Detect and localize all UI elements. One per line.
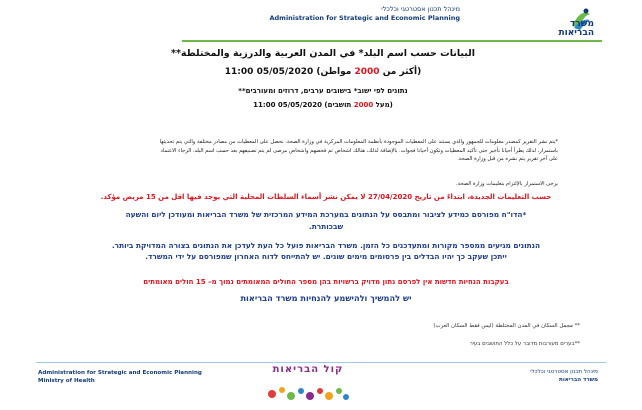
notice-arabic-red: حسب التعليمات الجديدة، ابتداءً من تاريخ 27/04/2020 لا يمكن نشر أسماء السلطات المحلية التي يوجد فيها اقل من 15 مريض مؤكد.: [100, 193, 552, 201]
disclaimer-arabic: [96, 138, 558, 164]
page-header: [0, 0, 642, 44]
footnote-hebrew: **בערים מעורבות מדובר על כלל התושבים בעיר: [469, 341, 580, 347]
disclaimer-arabic-line3: على آخر تقرير يتم نشره من قبل وزارة الصحة.: [457, 156, 558, 162]
title-hebrew-date-suffix: תושבים) 05/05/2020 11:00: [253, 101, 354, 109]
notice-hebrew-sources: [96, 240, 556, 262]
header-hebrew-admin: מינהל תכנון אסטרטגי וכלכלי: [381, 5, 460, 13]
disclaimer-arabic-line1: *يتم نشر التقرير كمصدر معلومات للجمهور والذي يستند على المعطيات الموجودة بأنظمة المعلومات المركزية في وزارة الصحة. نحصل على المعطيات من مصادر مختلفة والتي يتم تحديثها: [159, 139, 558, 145]
footnote-arabic: ** مجمل السكان في المدن المختلطة (ليس فقط السكان العرب): [433, 323, 580, 329]
notice-hebrew-report-line1: *הדו"ח מפורסם כמידע לציבור ומתבסס על הנתונים במערכת המידע המרכזית של משרד הבריאות ומעודכן ליום והשעה: [125, 210, 527, 219]
title-arabic-date: [90, 67, 556, 77]
disclaimer-arabic-line2: باستمرار، لذلك يطرأ أحيانا تأخير حتى تأكيد المعطيات وتكون أحيانا فجوات. بالإضافة لذلك، هنالك اشخاص تم فحصهم واشخاص مرضى لم يتم تصنيفهم بعد حسب اسم البلد. الرجاء الاعتماد: [160, 147, 558, 154]
title-arabic-date-suffix: مواطن) 05/05/2020 11:00: [224, 67, 355, 77]
title-hebrew-date: [90, 101, 556, 109]
notice-hebrew-report: [96, 209, 556, 233]
header-english-admin: Administration for Strategic and Economic Planning: [269, 14, 460, 22]
colored-dots-icon: [266, 384, 350, 404]
population-threshold-arabic: 2000: [354, 67, 380, 77]
footer-hebrew-ministry: משרד הבריאות: [559, 377, 598, 383]
kol-habriut-logo: [262, 364, 354, 404]
logo-text-line2: הבריאות: [558, 28, 594, 38]
title-block: [90, 46, 556, 109]
notice-hebrew-red: בעקבות הנחיות חדשות אין לפרסם נתון מדויק ברשויות בהן מספר החולים המאומתים נמוך מ– 15 חולים מאומתים: [143, 278, 509, 286]
ministry-logo: [532, 2, 598, 42]
footer-english-admin: Administration for Strategic and Economic Planning: [38, 370, 202, 376]
logo-text: [558, 20, 594, 38]
header-divider: [182, 40, 602, 42]
title-hebrew-date-prefix: (מעל: [373, 101, 393, 109]
title-arabic-date-prefix: (أكثر من: [379, 67, 422, 77]
population-threshold-hebrew: 2000: [353, 101, 374, 109]
kol-habriut-text: קול הבריאות: [272, 364, 344, 375]
page-footer: [0, 360, 642, 410]
instruction-arabic: يرجى الاستمرار بالإلتزام بتعليمات وزارة الصحة.: [455, 181, 558, 187]
notice-hebrew-sources-line1: הנתונים מגיעים ממספר מקורות ומתעדכנים כל הזמן. משרד הבריאות פועל כל העת לעדכן את הנתונים בצורה המדויקת ביותר.: [111, 241, 541, 250]
footer-hebrew-admin: מינהל תכנון אסטרטגי וכלכלי: [530, 369, 598, 375]
notice-hebrew-report-line2: שבכותרת.: [308, 222, 344, 231]
title-hebrew: נתונים לפי ישוב* בישובים ערבים, דרוזים ומעורבים**: [238, 87, 408, 95]
logo-text-line1: משרד: [569, 19, 594, 29]
title-arabic: البيانات حسب اسم البلد* في المدن العربية والدرزية والمختلطة**: [171, 48, 475, 59]
notice-hebrew-sources-line2: ייתכן שעקב כך יהיו הבדלים בין פרסומים מימים שונים. יש להתייחס לדוח האחרון שמפורסם על ידי המשרד.: [145, 252, 507, 261]
footer-divider: [36, 362, 606, 363]
notice-hebrew-follow: יש להמשיך ולהישמע להנחיות משרד הבריאות: [240, 293, 412, 303]
footer-english-ministry: Ministry of Health: [38, 378, 95, 384]
